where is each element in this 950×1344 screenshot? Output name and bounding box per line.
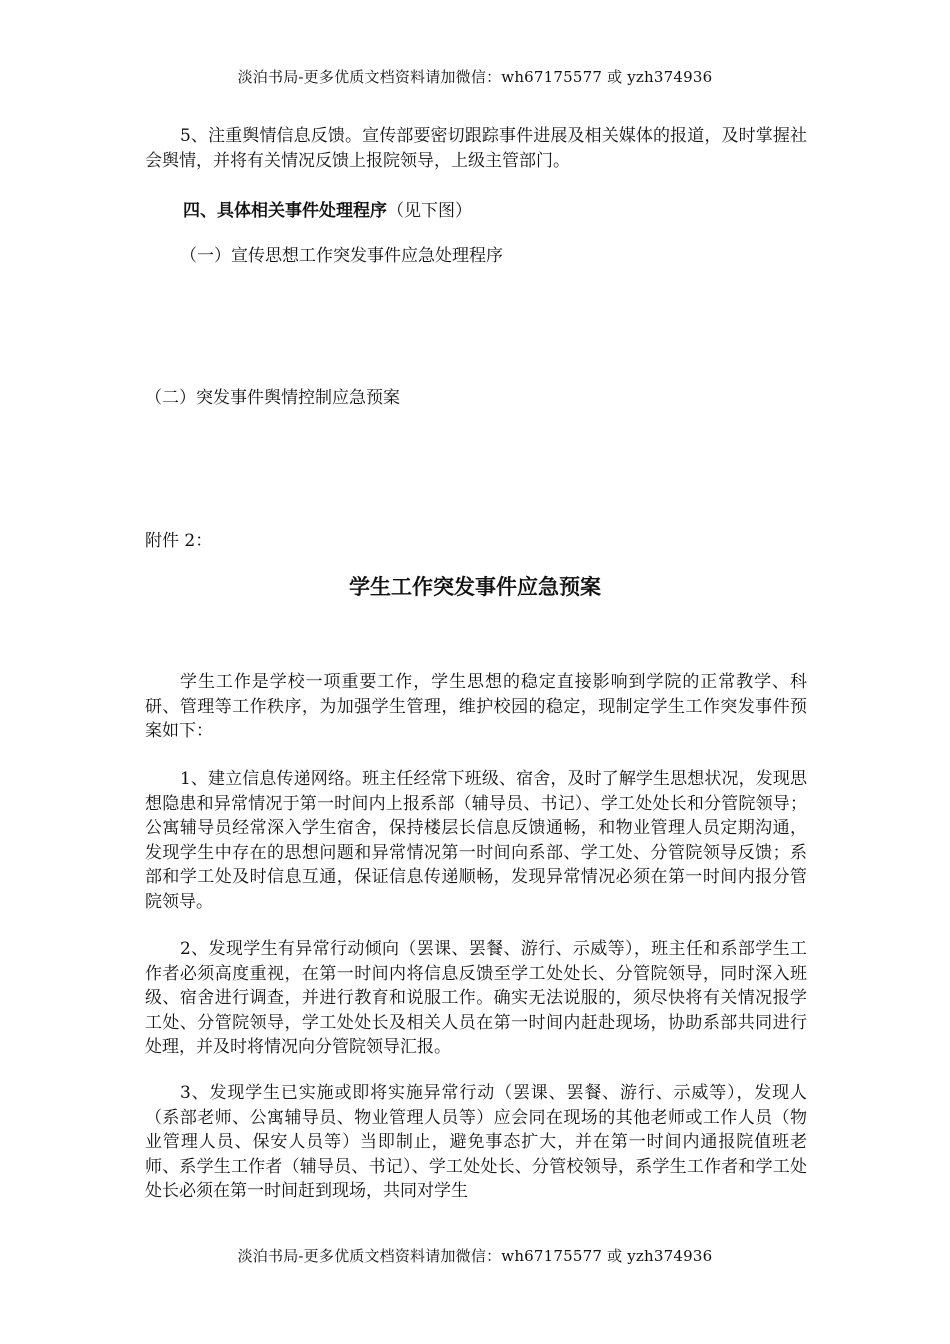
attachment-label: 附件 2： [145, 531, 213, 551]
document-title: 学生工作突发事件应急预案 [349, 575, 601, 599]
page-footer-note: 淡泊书局-更多优质文档资料请加微信：wh67175577 或 yzh374936 [237, 1247, 713, 1265]
subsection-2-title: （二）突发事件舆情控制应急预案 [145, 388, 400, 408]
page-header-note: 淡泊书局-更多优质文档资料请加微信：wh67175577 或 yzh374936 [237, 68, 713, 86]
section-4-note: （见下图） [387, 201, 472, 221]
point-3-paragraph: 3、发现学生已实施或即将实施异常行动（罢课、罢餐、游行、示威等），发现人（系部老师、公寓辅导员、物业管理人员等）应会同在现场的其他老师或工作人员（物业管理人员、保安人员等）当即制止，避免事态扩大，并在第一时间内通报院值班老师、系学生工作者（辅导员、书记）、学工处处长、分管校领导，系学生工作者和学工处处长必须在第一时间赶到现场，共同对学生 [145, 1083, 807, 1201]
point-1-paragraph: 1、建立信息传递网络。班主任经常下班级、宿舍，及时了解学生思想状况，发现思想隐患和异常情况于第一时间内上报系部（辅导员、书记）、学工处处长和分管院领导；公寓辅导员经常深入学生宿舍，保持楼层长信息反馈通畅，和物业管理人员定期沟通，发现学生中存在的思想问题和异常情况第一时间向系部、学工处、分管院领导反馈；系部和学工处及时信息互通，保证信息传递顺畅，发现异常情况必须在第一时间内报分管院领导。 [145, 769, 807, 912]
intro-paragraph: 学生工作是学校一项重要工作，学生思想的稳定直接影响到学院的正常教学、科研、管理等工作秩序，为加强学生管理，维护校园的稳定，现制定学生工作突发事件预案如下： [145, 672, 807, 741]
point-2-paragraph: 2、发现学生有异常行动倾向（罢课、罢餐、游行、示威等），班主任和系部学生工作者必须高度重视，在第一时间内将信息反馈至学工处处长、分管院领导，同时深入班级、宿舍进行调查，并进行教育和说服工作。确实无法说服的，须尽快将有关情况报学工处、分管院领导，学工处处长及相关人员在第一时间内赶赴现场，协助系部共同进行处理，并及时将情况向分管院领导汇报。 [145, 939, 807, 1057]
section-4-heading: 四、具体相关事件处理程序 [183, 201, 387, 221]
item-5-paragraph: 5、注重舆情信息反馈。宣传部要密切跟踪事件进展及相关媒体的报道，及时掌握社会舆情，并将有关情况反馈上报院领导，上级主管部门。 [145, 126, 807, 171]
section-4-heading-line [183, 199, 472, 223]
subsection-1-title: （一）宣传思想工作突发事件应急处理程序 [180, 246, 503, 266]
